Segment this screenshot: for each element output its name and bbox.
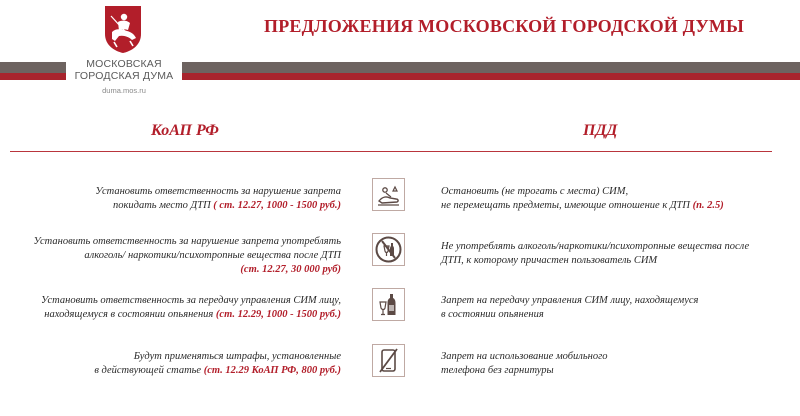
column-heading-pdd: ПДД (583, 122, 618, 139)
row-1-right-line-2: не перемещать предметы, имеющие отношение к ДТП (п. 2.5) (441, 200, 724, 211)
row-1-right-ref: (п. 2.5) (692, 200, 724, 211)
row-4-right-line-1: Запрет на использование мобильного (441, 351, 608, 362)
no-phone-icon (372, 344, 405, 377)
row-2-right-line-2: ДТП, к которому причастен пользователь СИМ (441, 255, 658, 266)
row-1-left-line-2: покидать место ДТП ( ст. 12.27, 1000 - 1500 руб.) (113, 200, 341, 211)
row-2-left-line-2: алкоголь/ наркотики/психотропные вещества после ДТП (84, 250, 341, 261)
row-4-left-text (11, 350, 341, 378)
row-1-right-line-1: Остановить (не трогать с места) СИМ, (441, 186, 629, 197)
row-2-right-text (441, 240, 781, 268)
row-2-left-text (11, 235, 341, 277)
row-4-left-ref: (ст. 12.29 КоАП РФ, 800 руб.) (203, 365, 341, 376)
row-3-right-text (441, 294, 781, 322)
logo-line2: ГОРОДСКАЯ ДУМА (74, 70, 174, 82)
logo-line1: МОСКОВСКАЯ (86, 58, 162, 70)
row-2-right-line-1: Не употреблять алкоголь/наркотики/психотропные вещества после (441, 241, 750, 252)
row-3-left-line-1: Установить ответственность за передачу управления СИМ лицу, (40, 295, 341, 306)
row-4-left-line-2: в действующей статье (ст. 12.29 КоАП РФ, 800 руб.) (94, 365, 341, 376)
row-1-left-text (11, 185, 341, 213)
row-4-right-text (441, 350, 781, 378)
accident-scene-icon (372, 178, 405, 211)
row-3-left-text (11, 294, 341, 322)
logo-site-link[interactable]: duma.mos.ru (102, 86, 146, 95)
row-3-right-line-2: в состоянии опьянения (441, 309, 544, 320)
row-1-left-line-1: Установить ответственность за нарушение запрета (95, 186, 341, 197)
row-1-left-ref: ( ст. 12.27, 1000 - 1500 руб.) (213, 200, 341, 211)
duma-logo (66, 0, 182, 100)
row-4-right-line-2: телефона без гарнитуры (441, 365, 554, 376)
bottle-glass-icon (372, 288, 405, 321)
page-title: ПРЕДЛОЖЕНИЯ МОСКОВСКОЙ ГОРОДСКОЙ ДУМЫ (264, 16, 744, 36)
moscow-emblem-icon (103, 4, 143, 54)
row-3-left-ref: (ст. 12.29, 1000 - 1500 руб.) (215, 309, 341, 320)
row-2-left-ref: (ст. 12.27, 30 000 руб) (240, 264, 341, 275)
row-1-right-text (441, 185, 781, 213)
header-divider (10, 151, 772, 152)
column-heading-koap: КоАП РФ (151, 122, 219, 139)
row-2-left-line-3 (11, 263, 341, 277)
row-3-right-line-1: Запрет на передачу управления СИМ лицу, находящемуся (441, 295, 699, 306)
row-3-left-line-2: находящемуся в состоянии опьянения (ст. 12.29, 1000 - 1500 руб.) (44, 309, 341, 320)
no-alcohol-icon (372, 233, 405, 266)
row-2-left-line-1: Установить ответственность за нарушение запрета употреблять (33, 236, 341, 247)
row-4-left-line-1: Будут применяться штрафы, установленные (133, 351, 341, 362)
